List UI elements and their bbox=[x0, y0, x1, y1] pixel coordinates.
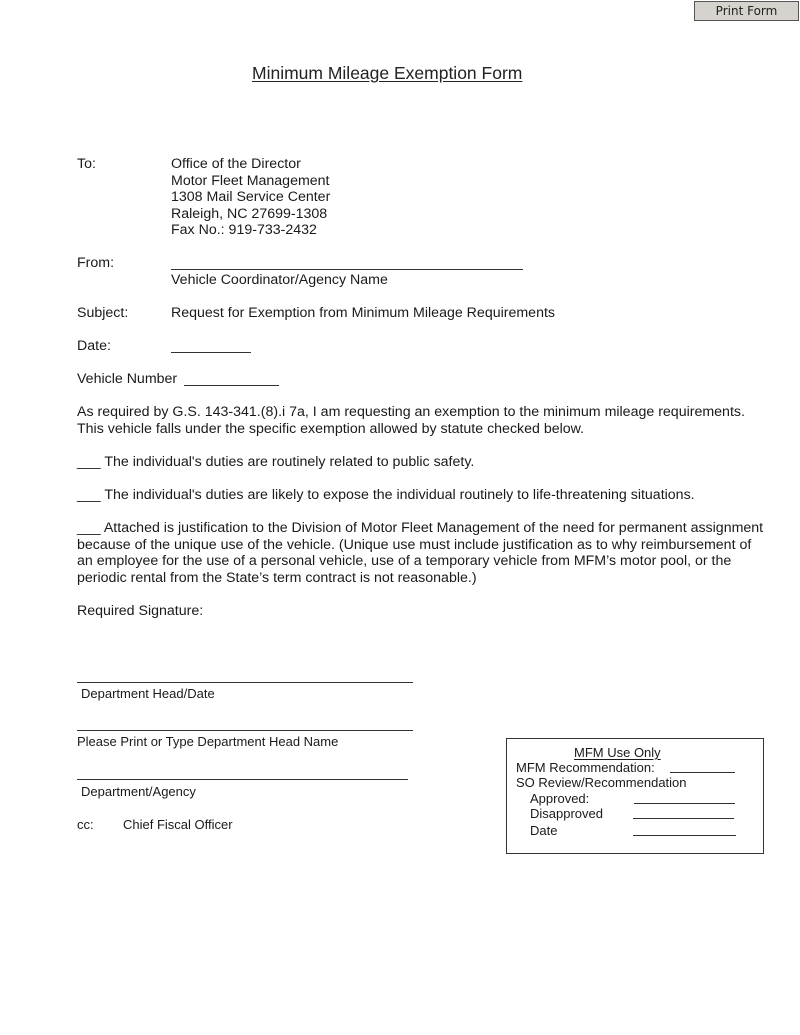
page-title: Minimum Mileage Exemption Form bbox=[252, 63, 523, 83]
vehicle-number-label: Vehicle Number bbox=[77, 371, 178, 387]
option-text: Attached is justification to the Division of Motor Fleet Management of the need for permanent assignment because of the unique use of the vehicle. (Unique use must include justification as to why reimbursement of an employee for the use of a personal vehicle, use of a temporary vehicle from MFM’s motor pool, or the periodic rental from the State’s term contract is not reasonable.) bbox=[77, 520, 764, 586]
print-form-button[interactable]: Print Form bbox=[694, 1, 799, 21]
option-text: The individual's duties are likely to expose the individual routinely to life-threatening situations. bbox=[104, 487, 695, 503]
approved-line[interactable] bbox=[634, 803, 735, 804]
department-head-date-line[interactable] bbox=[77, 682, 413, 683]
option-justification bbox=[77, 520, 767, 586]
mfm-date-line[interactable] bbox=[633, 835, 736, 836]
cc-value: Chief Fiscal Officer bbox=[123, 817, 233, 832]
required-signature-label: Required Signature: bbox=[77, 603, 204, 619]
mfm-box-title: MFM Use Only bbox=[574, 745, 661, 760]
option-checkbox-line[interactable]: ___ bbox=[77, 520, 101, 536]
date-label: Date: bbox=[77, 338, 111, 354]
cc-label: cc: bbox=[77, 817, 94, 832]
disapproved-line[interactable] bbox=[633, 818, 734, 819]
to-line-5: Fax No.: 919-733-2432 bbox=[171, 222, 317, 238]
from-label: From: bbox=[77, 255, 115, 271]
date-input-line[interactable] bbox=[171, 352, 251, 353]
option-checkbox-line[interactable]: ___ bbox=[77, 454, 101, 470]
from-caption: Vehicle Coordinator/Agency Name bbox=[171, 272, 388, 288]
to-label: To: bbox=[77, 156, 96, 172]
subject-label: Subject: bbox=[77, 305, 129, 321]
department-head-date-caption: Department Head/Date bbox=[81, 686, 215, 701]
department-head-name-caption: Please Print or Type Department Head Name bbox=[77, 734, 339, 749]
from-input-line[interactable] bbox=[171, 269, 523, 270]
mfm-recommendation-line[interactable] bbox=[670, 772, 735, 773]
so-review-label: SO Review/Recommendation bbox=[516, 775, 687, 790]
intro-paragraph: As required by G.S. 143-341.(8).i 7a, I am requesting an exemption to the minimum mileage requirements. This vehicle falls under the specific exemption allowed by statute checked below. bbox=[77, 404, 745, 437]
approved-label: Approved: bbox=[530, 791, 590, 806]
to-line-2: Motor Fleet Management bbox=[171, 172, 330, 189]
to-line-1: Office of the Director bbox=[171, 156, 301, 172]
option-checkbox-line[interactable]: ___ bbox=[77, 487, 101, 503]
to-line-4: Raleigh, NC 27699-1308 bbox=[171, 205, 328, 222]
option-public-safety bbox=[77, 454, 474, 471]
option-text: The individual's duties are routinely related to public safety. bbox=[104, 454, 475, 470]
option-life-threatening bbox=[77, 487, 695, 504]
department-head-name-line[interactable] bbox=[77, 730, 413, 731]
vehicle-number-input-line[interactable] bbox=[184, 385, 279, 386]
subject-value: Request for Exemption from Minimum Mileage Requirements bbox=[171, 305, 555, 321]
department-agency-caption: Department/Agency bbox=[81, 784, 196, 799]
mfm-recommendation-label: MFM Recommendation: bbox=[516, 760, 655, 775]
disapproved-label: Disapproved bbox=[530, 806, 603, 821]
to-line-3: 1308 Mail Service Center bbox=[171, 189, 331, 205]
department-agency-line[interactable] bbox=[77, 779, 408, 780]
mfm-date-label: Date bbox=[530, 823, 558, 838]
